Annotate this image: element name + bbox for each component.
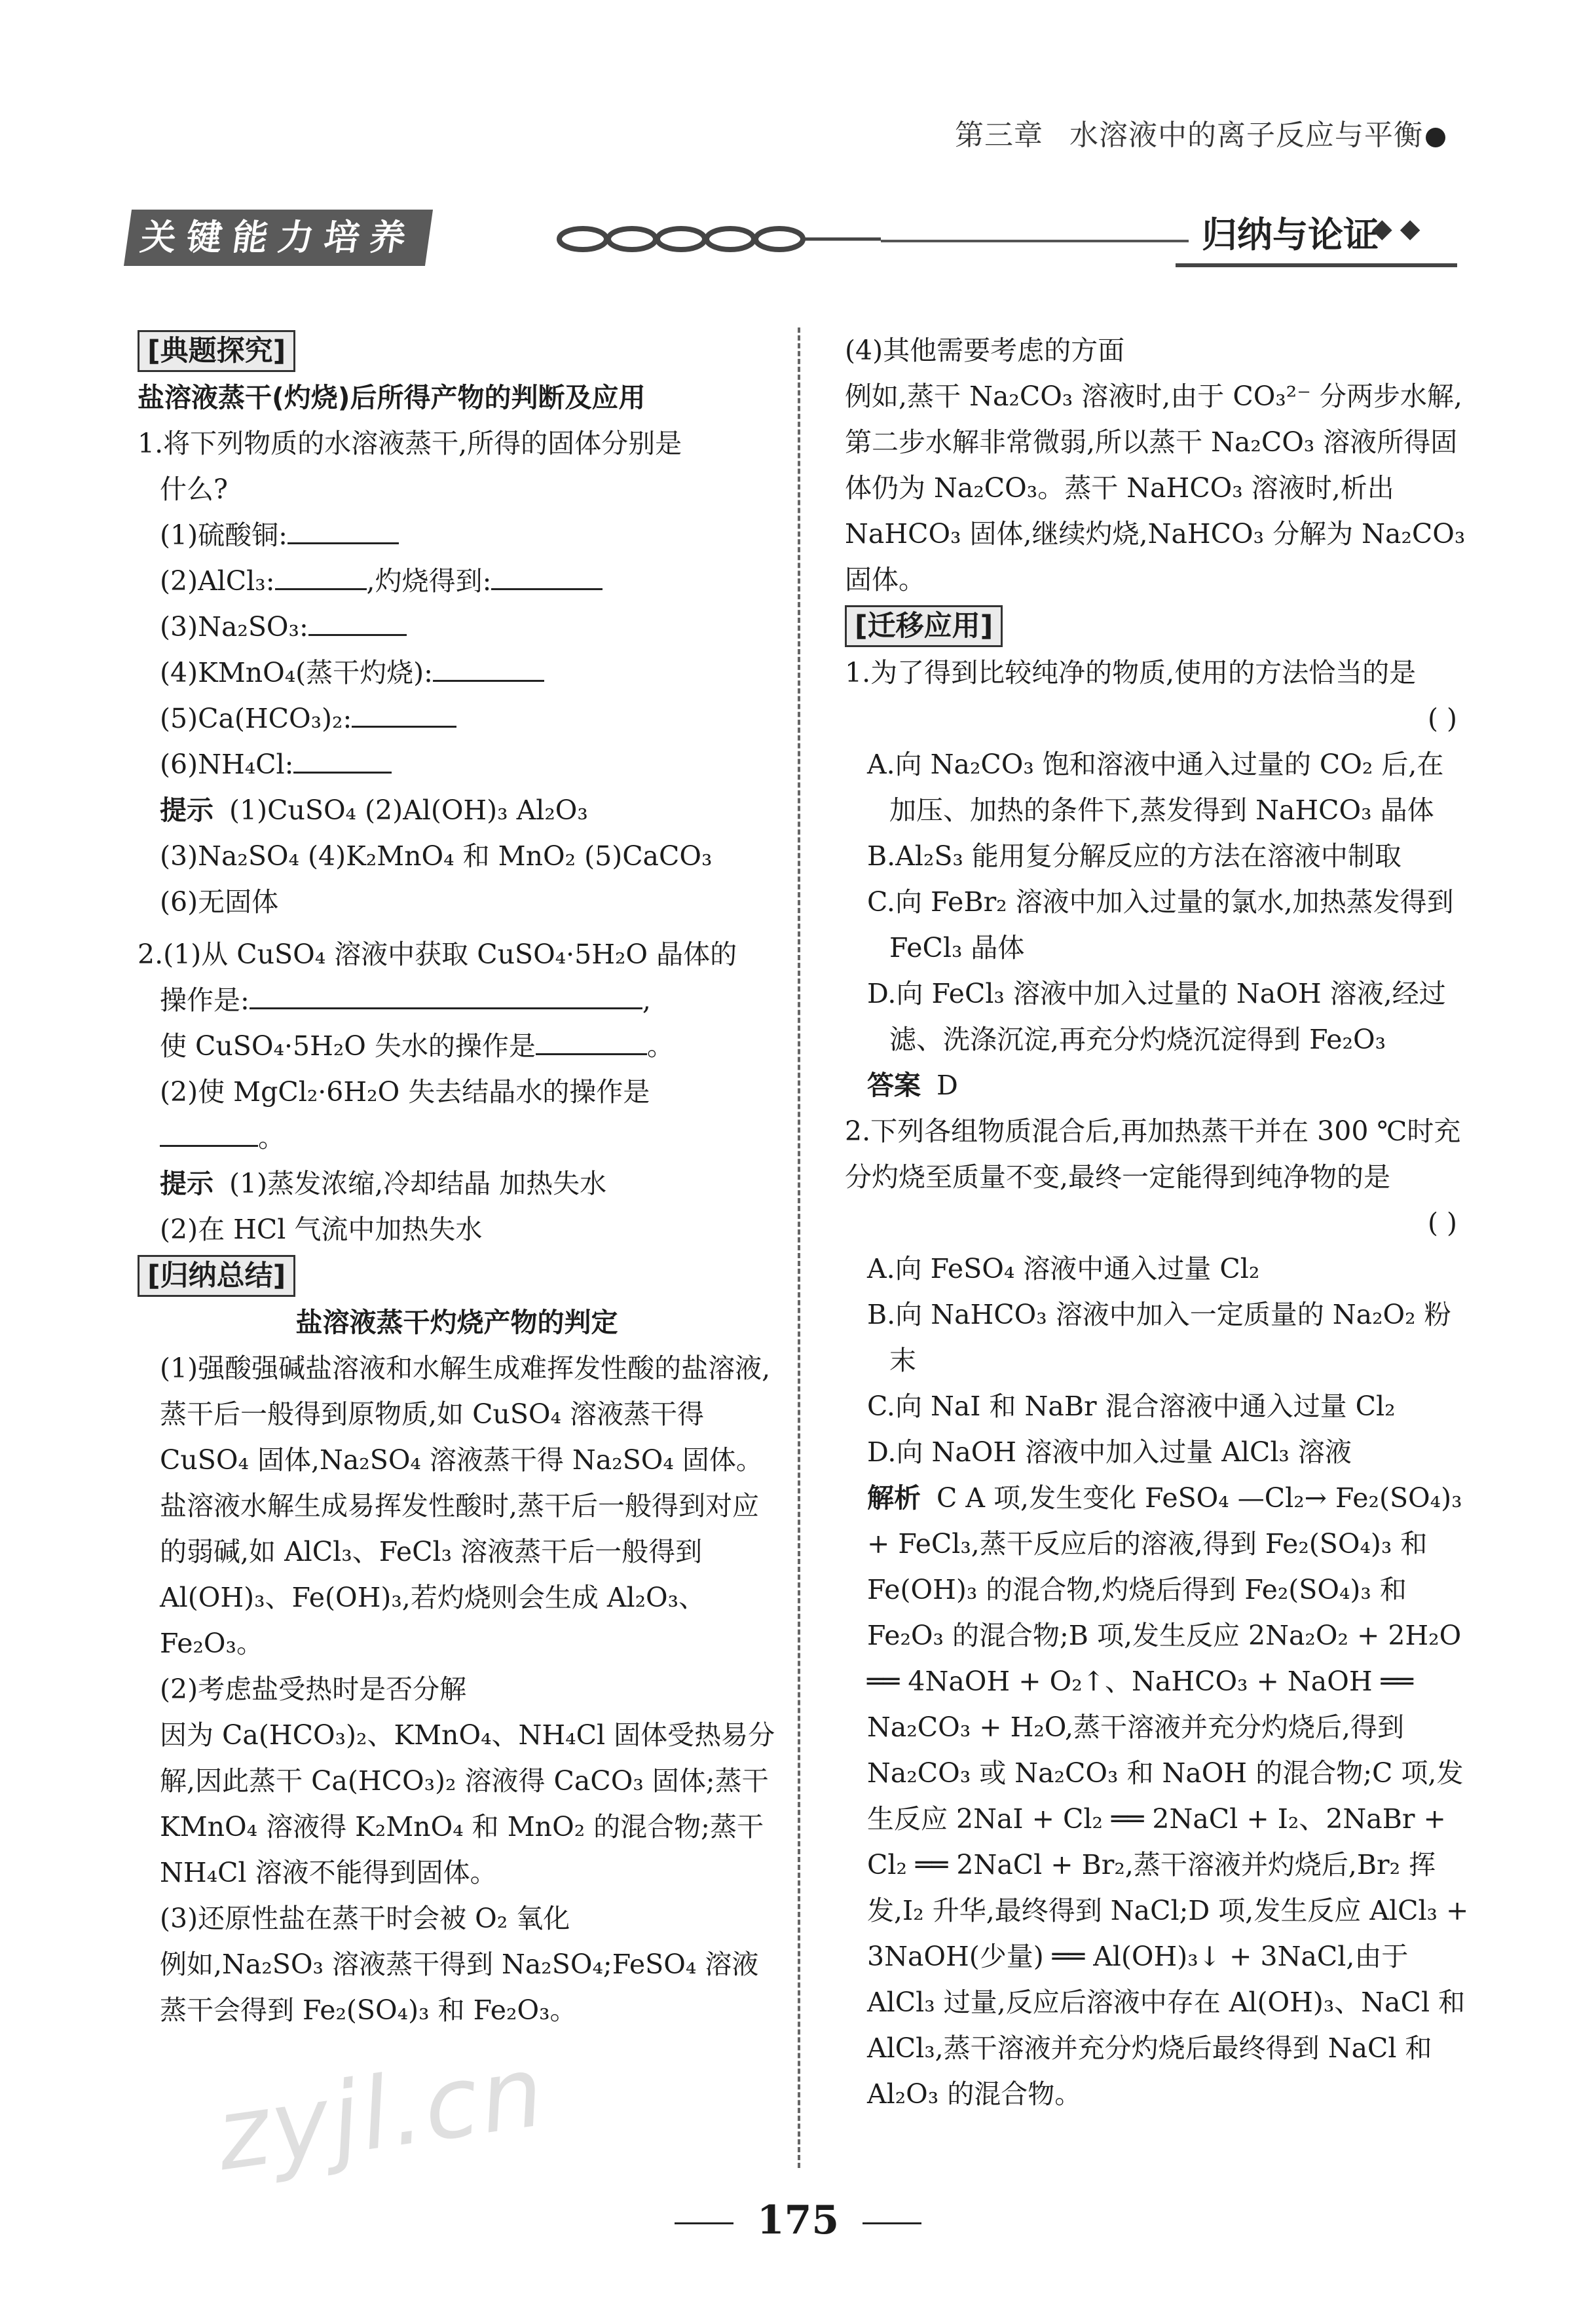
topic-title: 盐溶液蒸干(灼烧)后所得产物的判断及应用 (138, 382, 646, 413)
practice-2-stem: 2.下列各组物质混合后,再加热蒸干并在 300 ℃时充分灼烧至质量不变,最终一定能得到纯净物的是 (845, 1115, 1461, 1193)
list-item: (4)KMnO₄(蒸干灼烧): (160, 650, 776, 696)
footer-dash (863, 2222, 921, 2224)
analysis-label: 解析 (867, 1482, 921, 1514)
bullet-dot-icon (1426, 128, 1445, 147)
answer-value: D (937, 1070, 958, 1101)
summary-body (138, 1345, 776, 2033)
option-b: B.向 NaHCO₃ 溶液中加入一定质量的 Na₂O₂ 粉末 (867, 1299, 1451, 1376)
question-1-items (138, 512, 776, 787)
banner-right-title: 归纳与论证 (1202, 214, 1379, 255)
summary-point-1b: 盐溶液水解生成易挥发性酸时,蒸干后一般得到对应的弱碱,如 AlCl₃、FeCl₃ 溶液蒸干后一般得到 Al(OH)₃、Fe(OH)₃,若灼烧则会生成 Al₂O₃、Fe₂O₃。 (160, 1490, 760, 1659)
option-a: A.向 FeSO₄ 溶液中通入过量 Cl₂ (867, 1253, 1260, 1284)
section-tag-example: [ 典题探究 ] (138, 330, 295, 372)
option-c: C.向 FeBr₂ 溶液中加入过量的氯水,加热蒸发得到 FeCl₃ 晶体 (867, 886, 1454, 963)
right-column (845, 327, 1470, 2117)
practice-1 (845, 650, 1470, 1108)
chapter-number: 第三章 (955, 119, 1043, 152)
analysis-text: C A 项,发生变化 FeSO₄ —Cl₂→ Fe₂(SO₄)₃ + FeCl₃,蒸干反应后的溶液,得到 Fe₂(SO₄)₃ 和 Fe(OH)₃ 的混合物,灼烧后得到 Fe₂(SO₄)₃ 和 Fe₂O₃ 的混合物;B 项,发生反应 2Na₂O₂ + 2H₂O ══ 4NaOH + O₂↑、NaHCO₃ + NaOH ══ Na₂CO₃ + H₂O,蒸干溶液并充分灼烧后,得到 Na₂CO₃ 或 Na₂CO₃ 和 NaOH 的混合物;C 项,发生反应 2NaI + Cl₂ ══ 2NaCl + I₂、2NaBr + Cl₂ ══ 2NaCl + Br₂,蒸干溶液并灼烧后,Br₂ 挥发,I₂ 升华,最终得到 NaCl;D 项,发生反应 AlCl₃ + 3NaOH(少量) ══ Al(OH)₃↓ + 3NaCl,由于 AlCl₃ 过量,反应后溶液中存在 Al(OH)₃、NaCl 和 AlCl₃,蒸干溶液并充分灼烧后最终得到 NaCl 和 Al₂O₃ 的混合物。 (867, 1482, 1469, 2110)
chain-decoration-icon (553, 223, 881, 255)
answer-parentheses: ( ) (1427, 703, 1457, 734)
question-1-hint: 提示 (1)CuSO₄ (2)Al(OH)₃ Al₂O₃ (3)Na₂SO₄ (4)K₂MnO₄ 和 MnO₂ (5)CaCO₃ (6)无固体 (160, 794, 713, 918)
option-b: B.Al₂S₃ 能用复分解反应的方法在溶液中制取 (867, 840, 1401, 872)
summary-point-4-title: (4)其他需要考虑的方面 (845, 335, 1125, 366)
left-column (138, 327, 776, 2033)
footer-dash (675, 2222, 733, 2224)
banner-underline (1176, 263, 1457, 267)
list-item: (6)NH₄Cl: (160, 741, 776, 787)
chapter-title: 水溶液中的离子反应与平衡 (1069, 119, 1423, 152)
banner-rule (881, 240, 1189, 242)
summary-point-2-title: (2)考虑盐受热时是否分解 (160, 1673, 467, 1705)
option-a: A.向 Na₂CO₃ 饱和溶液中通入过量的 CO₂ 后,在加压、加热的条件下,蒸发得到 NaHCO₃ 晶体 (867, 749, 1444, 826)
question-2: 2.(1)从 CuSO₄ 溶液中获取 CuSO₄·5H₂O 晶体的 操作是: , 使 CuSO₄·5H₂O 失水的操作是 。 (2)使 MgCl₂·6H₂O 失去结晶水的操作是 。 (138, 939, 737, 1153)
summary-point-3-title: (3)还原性盐在蒸干时会被 O₂ 氧化 (160, 1903, 570, 1934)
list-item: (2)AlCl₃: ,灼烧得到: (160, 558, 776, 604)
question-2-hint: 提示 (1)蒸发浓缩,冷却结晶 加热失水 (2)在 HCl 气流中加热失水 (160, 1168, 607, 1245)
answer-label: 答案 (867, 1070, 921, 1101)
summary-point-4: 例如,蒸干 Na₂CO₃ 溶液时,由于 CO₃²⁻ 分两步水解,第二步水解非常微弱,所以蒸干 Na₂CO₃ 溶液所得固体仍为 Na₂CO₃。蒸干 NaHCO₃ 溶液时,析出 NaHCO₃ 固体,继续灼烧,NaHCO₃ 分解为 Na₂CO₃ 固体。 (845, 381, 1466, 595)
page-footer (0, 2197, 1596, 2243)
question-1-stem: 1.将下列物质的水溶液蒸干,所得的固体分别是 什么? (138, 428, 682, 505)
option-d: D.向 FeCl₃ 溶液中加入过量的 NaOH 溶液,经过滤、洗涤沉淀,再充分灼烧沉淀得到 Fe₂O₃ (867, 978, 1446, 1055)
list-item: (5)Ca(HCO₃)₂: (160, 696, 776, 741)
section-banner (128, 203, 1457, 275)
diamond-icon: ◆◆ (1372, 214, 1428, 244)
column-divider (798, 327, 800, 2168)
practice-2 (845, 1108, 1470, 2117)
section-tag-application: [ 迁移应用 ] (845, 605, 1003, 647)
hint-label: 提示 (160, 794, 213, 826)
page-number: 175 (756, 2197, 840, 2243)
running-header (955, 111, 1445, 153)
banner-title: 关键能力培养 (124, 210, 433, 266)
summary-point-1: (1)强酸强碱盐溶液和水解生成难挥发性酸的盐溶液,蒸干后一般得到原物质,如 CuSO₄ 溶液蒸干得 CuSO₄ 固体,Na₂SO₄ 溶液蒸干得 Na₂SO₄ 固体。 (160, 1353, 771, 1476)
list-item: (1)硫酸铜: (160, 512, 776, 558)
summary-point-2: 因为 Ca(HCO₃)₂、KMnO₄、NH₄Cl 固体受热易分解,因此蒸干 Ca(HCO₃)₂ 溶液得 CaCO₃ 固体;蒸干 KMnO₄ 溶液得 K₂MnO₄ 和 MnO₂ 的混合物;蒸干 NH₄Cl 溶液不能得到固体。 (160, 1719, 775, 1888)
watermark: zyjl.cn (210, 2034, 553, 2194)
list-item: (3)Na₂SO₃: (160, 604, 776, 650)
option-c: C.向 NaI 和 NaBr 混合溶液中通入过量 Cl₂ (867, 1391, 1396, 1422)
summary-title: 盐溶液蒸干灼烧产物的判定 (295, 1307, 618, 1338)
section-tag-summary: [ 归纳总结 ] (138, 1255, 295, 1297)
practice-1-stem: 1.为了得到比较纯净的物质,使用的方法恰当的是 (845, 657, 1417, 688)
summary-point-3: 例如,Na₂SO₃ 溶液蒸干得到 Na₂SO₄;FeSO₄ 溶液蒸干会得到 Fe₂(SO₄)₃ 和 Fe₂O₃。 (160, 1949, 759, 2026)
answer-parentheses: ( ) (1427, 1207, 1457, 1239)
option-d: D.向 NaOH 溶液中加入过量 AlCl₃ 溶液 (867, 1436, 1352, 1468)
